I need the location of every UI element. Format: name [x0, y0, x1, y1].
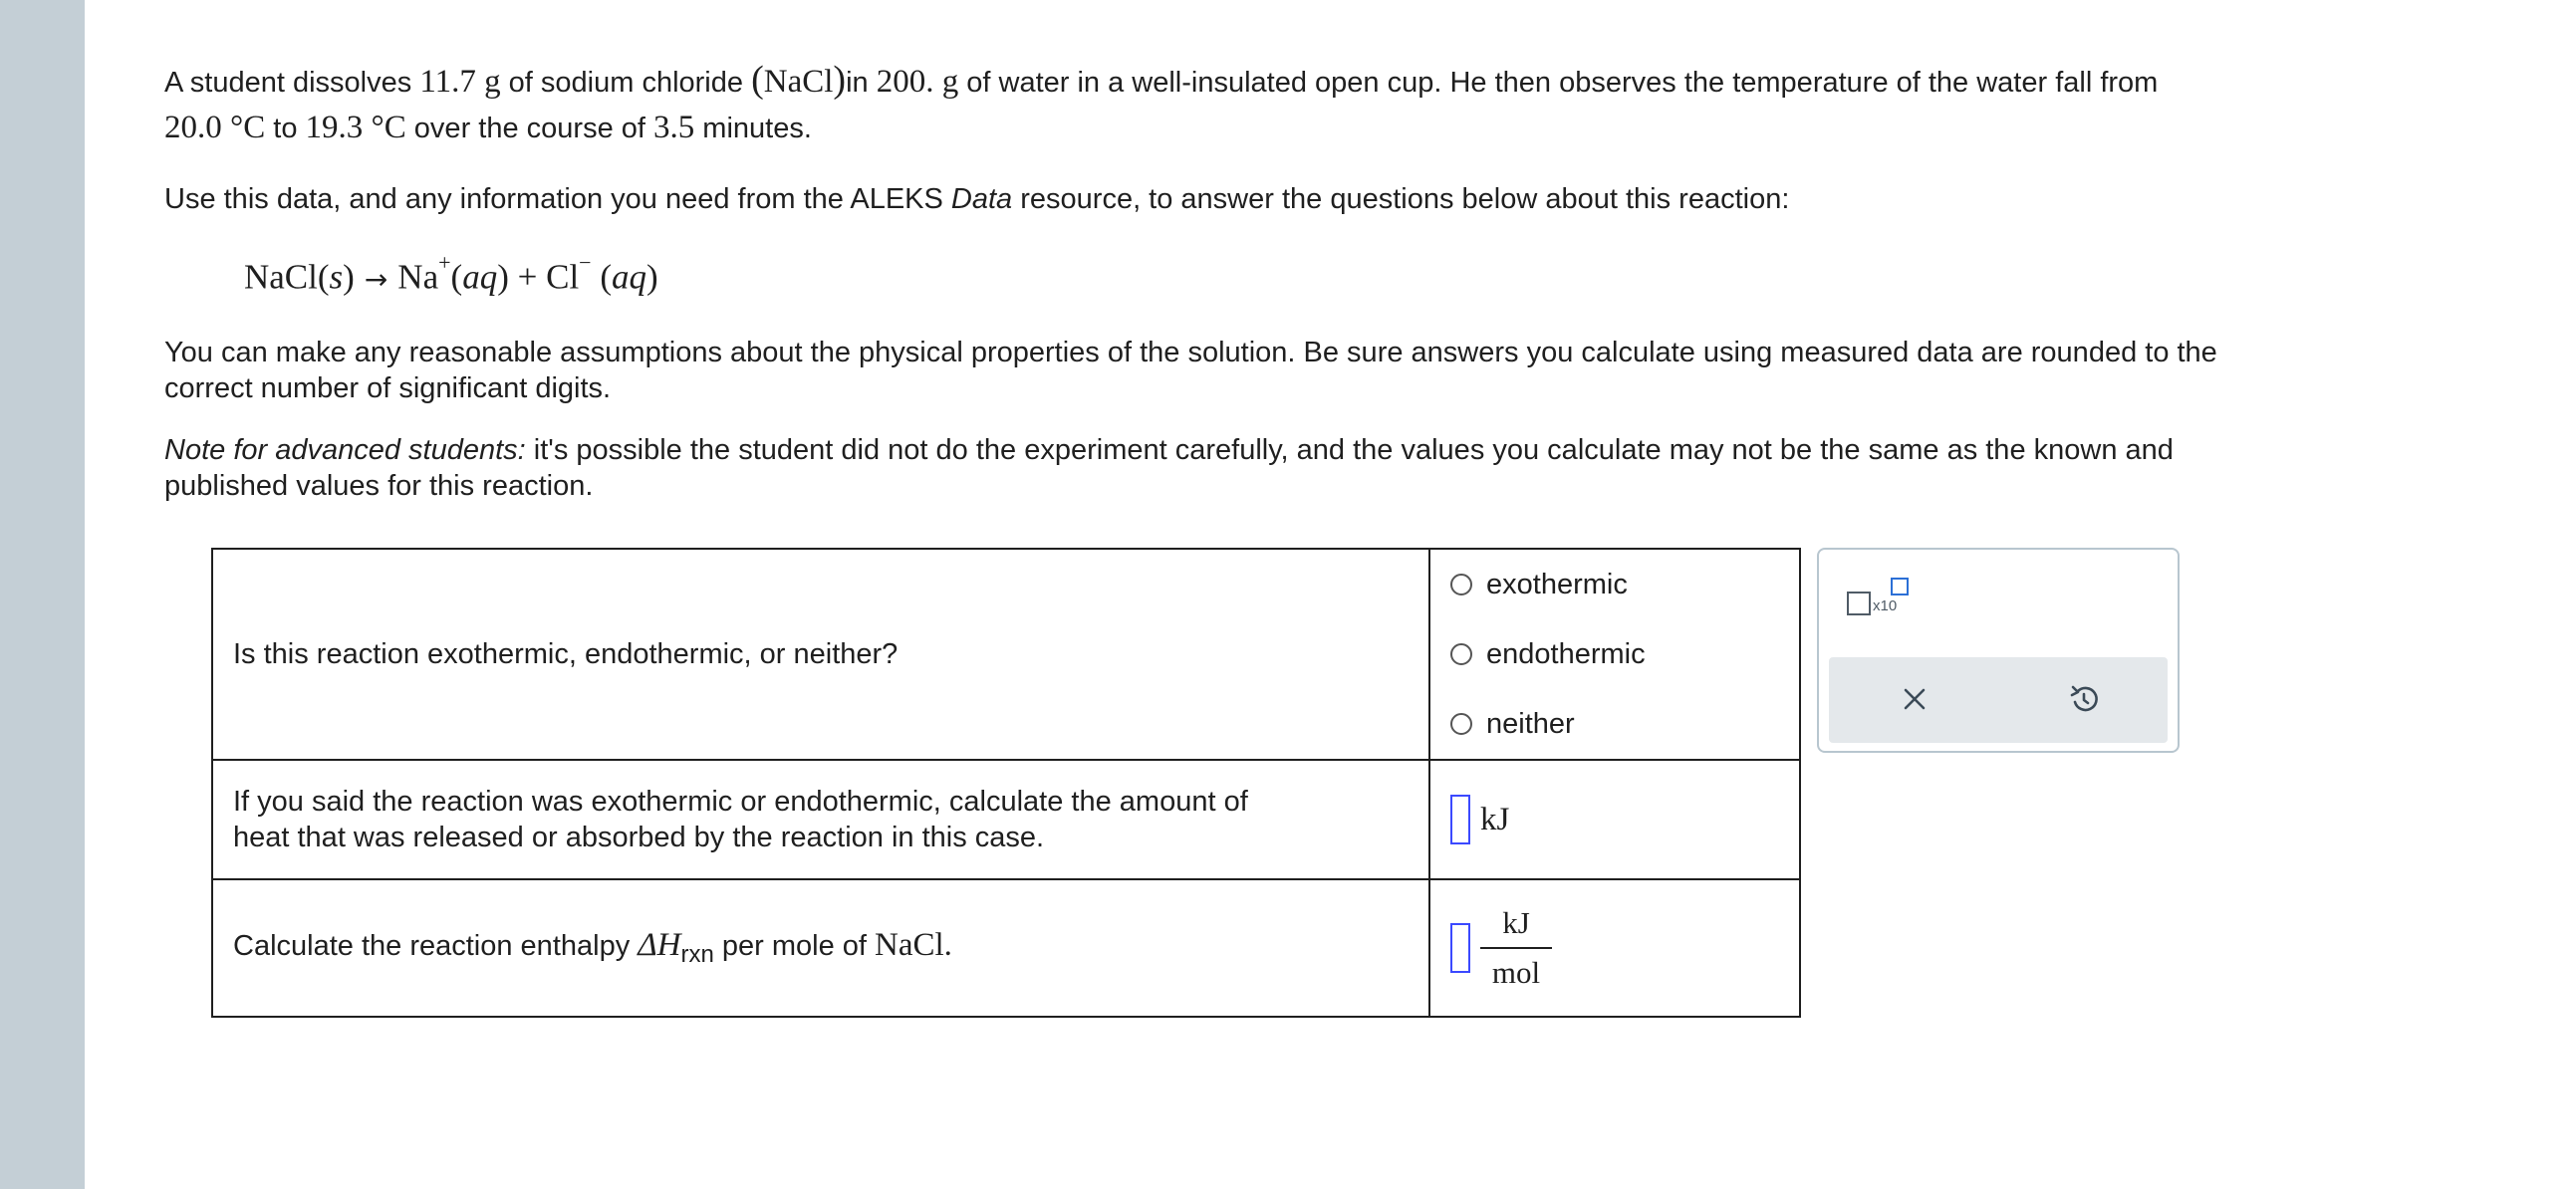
unit-kj: kJ	[1480, 801, 1510, 837]
radio-option-neither[interactable]	[1450, 689, 1779, 759]
exponent-box-icon	[1891, 578, 1909, 595]
formula-nacl: NaCl	[763, 64, 834, 100]
unit-denominator: mol	[1491, 955, 1541, 990]
assumptions-line-2: correct number of significant digits.	[164, 372, 612, 404]
instruction-text-part: resource, to answer the questions below about this reaction:	[1012, 183, 1790, 215]
intro-line-2	[164, 104, 812, 152]
base-box-icon	[1847, 592, 1871, 615]
question-text: per mole of	[713, 930, 875, 963]
elapsed-time: 3.5	[653, 110, 695, 145]
heat-answer-group	[1450, 795, 1779, 844]
enthalpy-answer-cell	[1429, 879, 1800, 1017]
anion-state: aq	[612, 257, 646, 297]
radio-option-exothermic[interactable]	[1450, 550, 1779, 619]
scientific-notation-button[interactable]	[1847, 578, 1907, 617]
anion-formula: Cl	[546, 257, 580, 297]
cation-formula: Na	[397, 257, 439, 297]
undo-icon	[2067, 682, 2101, 716]
radio-button[interactable]	[1450, 643, 1472, 665]
intro-text: of sodium chloride	[500, 67, 752, 99]
cation-state: aq	[462, 257, 498, 297]
instruction-text-part: Use this data, and any information you need from the ALEKS	[164, 183, 951, 215]
table-row	[212, 760, 1800, 879]
table-row	[212, 549, 1800, 760]
intro-text: in	[846, 67, 877, 99]
heat-answer-cell	[1429, 760, 1800, 879]
enthalpy-answer-group	[1450, 905, 1779, 991]
cation-charge: +	[438, 250, 451, 275]
paren-close: )	[833, 59, 847, 101]
left-sidebar-strip	[0, 0, 85, 1189]
answer-toolbox	[1817, 548, 2180, 753]
toolbox-actions	[1829, 657, 2168, 743]
enthalpy-input[interactable]	[1450, 923, 1470, 973]
question-text: Calculate the reaction enthalpy	[233, 930, 639, 963]
question-heat-line-2: heat that was released or absorbed by the reaction in this case.	[233, 822, 1045, 853]
radio-label: endothermic	[1486, 637, 1646, 670]
undo-button[interactable]	[2060, 675, 2108, 723]
question-heat-line-1: If you said the reaction was exothermic or endothermic, calculate the amount of	[233, 786, 1248, 818]
reaction-equation: NaCl(s) → Na+(aq) + Cl− (aq)	[244, 250, 658, 297]
unit-numerator: kJ	[1502, 905, 1530, 940]
note-line-2: published values for this reaction.	[164, 470, 594, 502]
heat-input[interactable]	[1450, 795, 1470, 844]
reaction-arrow: →	[364, 262, 388, 296]
x10-label: x10	[1873, 597, 1898, 614]
intro-line-1	[164, 56, 2158, 107]
intro-text: A student dissolves	[164, 67, 420, 99]
question-exo-endo: Is this reaction exothermic, endothermic, or neither?	[212, 549, 1429, 760]
radio-label: neither	[1486, 707, 1575, 740]
radio-label: exothermic	[1486, 568, 1628, 600]
questions-table	[211, 548, 1801, 1018]
fraction-bar	[1480, 947, 1552, 949]
radio-button[interactable]	[1450, 574, 1472, 595]
water-mass: 200. g	[876, 64, 959, 100]
close-icon	[1901, 685, 1929, 713]
answer-radio-group	[1429, 549, 1800, 760]
aleks-data-link-text: Data	[950, 183, 1013, 215]
formula-nacl: NaCl.	[875, 927, 952, 964]
intro-text: to	[265, 113, 306, 144]
intro-text: over the course of	[405, 113, 653, 144]
intro-text: of water in a well-insulated open cup. He then observes the temperature of the water fall from	[958, 67, 2159, 99]
final-temperature: 19.3 °C	[305, 110, 406, 145]
unit-kj-per-mol	[1480, 905, 1552, 991]
note-label: Note for advanced students:	[164, 434, 526, 466]
anion-charge: −	[579, 250, 592, 275]
reactant-formula: NaCl	[244, 257, 318, 297]
sodium-chloride-mass: 11.7 g	[419, 64, 501, 100]
radio-option-endothermic[interactable]	[1450, 619, 1779, 689]
clear-button[interactable]	[1891, 675, 1938, 723]
intro-text: minutes.	[694, 113, 812, 144]
assumptions-line-1: You can make any reasonable assumptions about the physical properties of the solution. Be sure answers you calculate using measured data are rounded to the	[164, 337, 2217, 368]
question-enthalpy	[212, 879, 1429, 1017]
plus-sign: +	[517, 257, 538, 297]
rxn-subscript: rxn	[680, 940, 714, 968]
radio-button[interactable]	[1450, 713, 1472, 735]
question-heat	[212, 760, 1429, 879]
reactant-state: s	[329, 257, 344, 297]
delta-h-symbol: ΔH	[638, 927, 681, 964]
table-row	[212, 879, 1800, 1017]
initial-temperature: 20.0 °C	[164, 110, 266, 145]
instruction-text	[164, 175, 1789, 223]
paren-open: (	[751, 59, 764, 101]
note-text: it's possible the student did not do the experiment carefully, and the values you calculate may not be the same as the known and	[525, 434, 2174, 466]
